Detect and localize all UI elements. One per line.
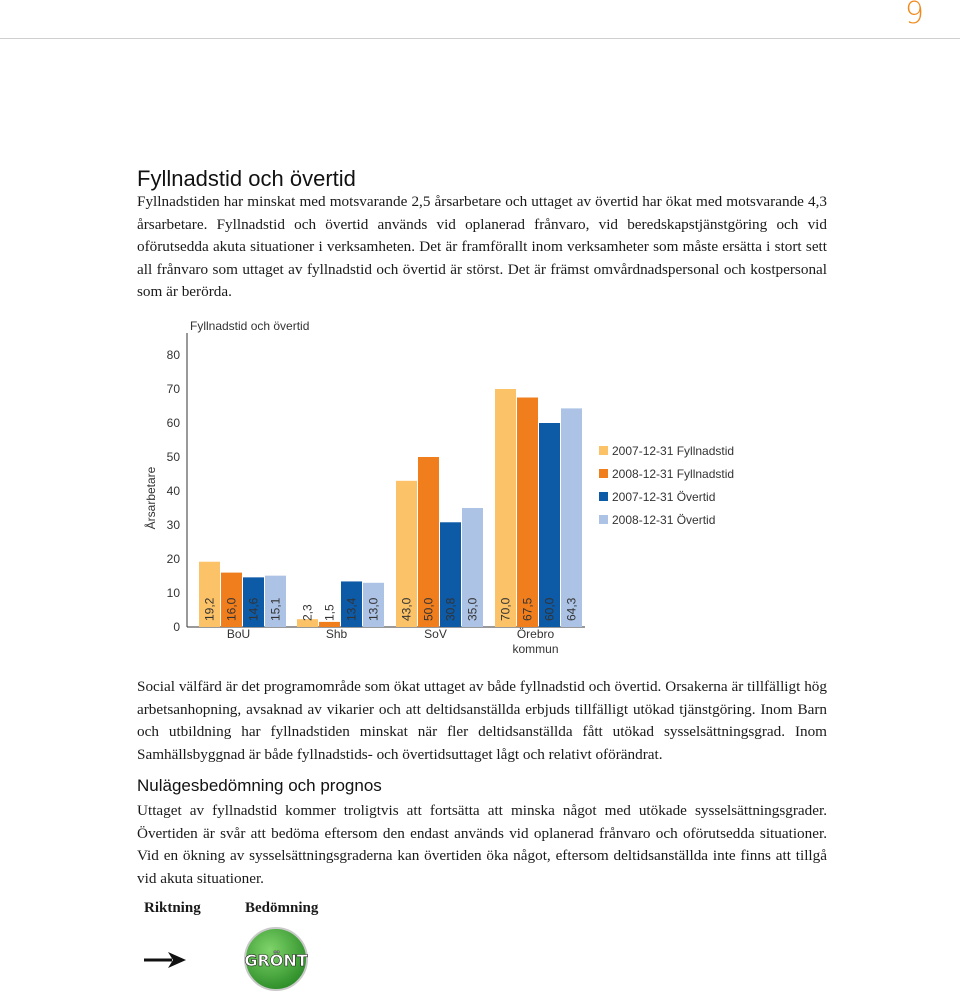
y-tick-label: 20: [166, 552, 180, 566]
bar-value-label: 1,5: [322, 604, 337, 621]
legend-swatch: [599, 515, 608, 524]
page-number: 9: [904, 0, 924, 31]
rating-label: Bedömning: [245, 900, 319, 916]
y-tick-label: 60: [166, 416, 180, 430]
legend-swatch: [599, 492, 608, 501]
legend-label: 2008-12-31 Fyllnadstid: [612, 467, 735, 481]
y-tick-label: 10: [166, 586, 180, 600]
bar-value-label: 67,5: [520, 597, 535, 621]
y-tick-label: 40: [166, 484, 180, 498]
intro-paragraph: Fyllnadstiden har minskat med motsvarande 2,5 årsarbetare och uttaget av övertid har ökat med motsvarande 4,3 årsarbetare. Fyllnadstid och övertid används vid oplanerad frånvaro, vid beredskapstjänstgöring och vid oförutsedda akuta situationer i verksamheten. Det är framförallt inom verksamheter som måste ersätta i stort sett all frånvaro som uttaget av fyllnadstid och övertid är störst. Det är främst omvårdnadspersonal och kostpersonal som är berörda.: [137, 193, 827, 300]
chart-title: Fyllnadstid och övertid: [190, 319, 310, 333]
y-axis-label: Årsarbetare: [144, 466, 158, 530]
category-label: Shb: [325, 627, 348, 641]
prognos-paragraph: Uttaget av fyllnadstid kommer troligtvis att fortsätta att minska något med utökade sysselsättningsgrader. Övertiden är svår att bedöma eftersom den endast används vid oplanerad frånvaro och oförutsedda situationer. Vid en ökning av sysselsättningsgraderna kan övertiden öka något, eftersom deltidsanställda inte finns att tillgå vid akuta situationer.: [137, 802, 827, 887]
bar-value-label: 2,3: [300, 604, 315, 621]
bar-value-label: 19,2: [202, 597, 217, 621]
bar-value-label: 70,0: [498, 597, 513, 621]
y-tick-label: 50: [166, 450, 180, 464]
bar-value-label: 30,8: [443, 597, 458, 621]
bar-value-label: 13,4: [344, 597, 359, 621]
prognos-title: Nulägesbedömning och prognos: [137, 776, 382, 795]
arrow-right-icon: [142, 950, 188, 970]
chart-bar: [561, 408, 582, 627]
bar-value-label: 50,0: [421, 597, 436, 621]
bar-value-label: 15,1: [268, 597, 283, 621]
bar-value-label: 14,6: [246, 597, 261, 621]
legend-swatch: [599, 469, 608, 478]
rating-badge-text: GRÖNT: [244, 951, 308, 970]
chart-bar: [517, 398, 538, 628]
category-label: SoV: [424, 627, 447, 641]
category-label: kommun: [512, 642, 559, 656]
social-paragraph: Social välfärd är det programområde som ökat uttaget av både fyllnadstid och övertid. Orsakerna är tillfälligt hög arbetsanhopning, avsaknad av vikarier och att deltidsanställda erbjuds tillfälligt utökad tjänstgöring. Inom Barn och utbildning har fyllnadstiden minskat när fler deltidsanställda fått utökad sysselsättningsgrad. Inom Samhällsbyggnad är både fyllnadstids- och övertidsuttaget lågt och relativt oförändrat.: [137, 678, 827, 763]
legend-label: 2007-12-31 Fyllnadstid: [612, 444, 735, 458]
bar-value-label: 35,0: [465, 597, 480, 621]
category-label: BoU: [226, 627, 251, 641]
y-tick-label: 80: [166, 348, 180, 362]
bar-value-label: 13,0: [366, 597, 381, 621]
bar-value-label: 60,0: [542, 597, 557, 621]
y-tick-label: 0: [173, 620, 180, 634]
direction-label: Riktning: [144, 900, 201, 916]
legend-label: 2008-12-31 Övertid: [612, 513, 716, 527]
bar-value-label: 43,0: [399, 597, 414, 621]
chart-bar: [495, 389, 516, 627]
legend-swatch: [599, 446, 608, 455]
y-tick-label: 30: [166, 518, 180, 532]
green-rating-badge: [243, 926, 309, 992]
category-label: Örebro: [516, 627, 555, 641]
bar-value-label: 64,3: [564, 597, 579, 621]
bar-value-label: 16,0: [224, 597, 239, 621]
chart-bar: [539, 423, 560, 627]
y-tick-label: 70: [166, 382, 180, 396]
section-title: Fyllnadstid och övertid: [137, 166, 356, 191]
legend-label: 2007-12-31 Övertid: [612, 490, 716, 504]
